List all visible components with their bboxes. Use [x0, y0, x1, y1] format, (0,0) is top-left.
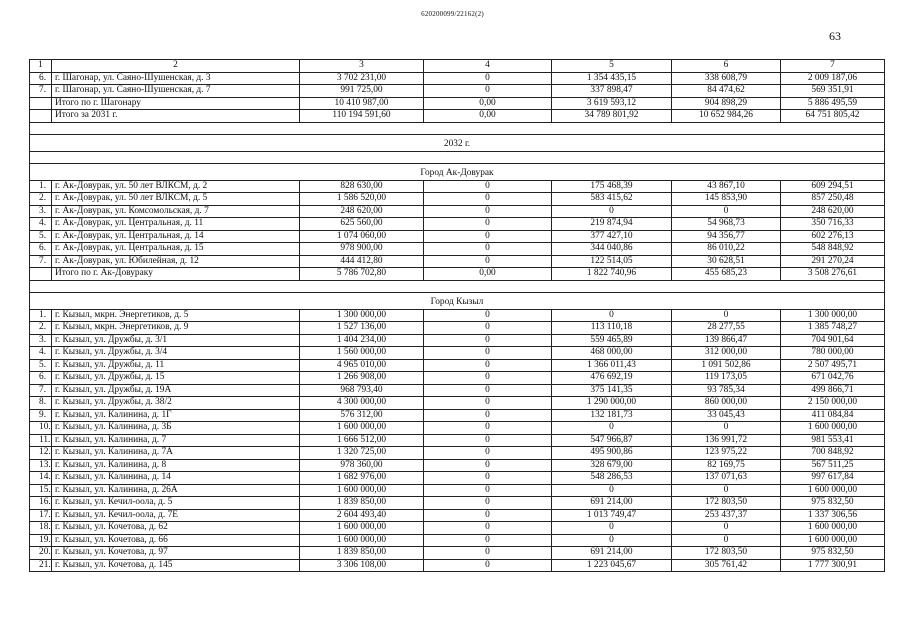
amount-col4-cell: 0	[424, 359, 552, 372]
table-row	[30, 334, 885, 347]
row-number: 5.	[30, 359, 52, 372]
amount-col5-cell: 559 465,89	[552, 334, 672, 347]
address-cell: г. Кызыл, ул. Кочетова, д. 145	[52, 559, 300, 572]
amount-col4-cell: 0	[424, 559, 552, 572]
amount-col7-cell: 567 511,25	[781, 459, 885, 472]
address-cell: г. Кызыл, мкрн. Энергетиков, д. 5	[52, 309, 300, 322]
amount-col7-cell: 704 901,64	[781, 334, 885, 347]
column-number-row	[30, 60, 885, 73]
amount-col5-cell: 495 900,86	[552, 447, 672, 460]
row-number: 13.	[30, 459, 52, 472]
amount-col5-cell: 122 514,05	[552, 255, 672, 268]
amount-total-cell: 1 600 000,00	[300, 522, 424, 535]
amount-col4-cell: 0	[424, 180, 552, 193]
address-cell: г. Кызыл, ул. Дружбы, д. 19А	[52, 384, 300, 397]
amount-total-cell: 1 527 136,00	[300, 322, 424, 335]
address-cell: г. Кызыл, ул. Калинина, д. 3Б	[52, 422, 300, 435]
amount-col6-cell: 93 785,34	[672, 384, 781, 397]
row-number: 11.	[30, 434, 52, 447]
amount-col4-cell: 0	[424, 193, 552, 206]
table-row	[30, 255, 885, 268]
total-label: Итого по г. Ак-Довураку	[52, 268, 300, 281]
amount-col4-cell: 0	[424, 322, 552, 335]
amount-col7-cell: 857 250,48	[781, 193, 885, 206]
amount-col5-cell: 548 286,53	[552, 472, 672, 485]
table-row	[30, 447, 885, 460]
address-cell: г. Ак-Довурак, ул. Центральная, д. 15	[52, 243, 300, 256]
empty-cell	[30, 110, 52, 123]
amount-col5-cell: 1 366 011,43	[552, 359, 672, 372]
address-cell: г. Ак-Довурак, ул. Центральная, д. 14	[52, 230, 300, 243]
amount-col7-cell: 1 777 300,91	[781, 559, 885, 572]
amount-col6-cell: 172 803,50	[672, 497, 781, 510]
column-number: 2	[52, 60, 300, 73]
table-row	[30, 434, 885, 447]
address-cell: г. Ак-Довурак, ул. Центральная, д. 11	[52, 218, 300, 231]
row-number: 1.	[30, 180, 52, 193]
total-label: Итого по г. Шагонару	[52, 97, 300, 110]
amount-col6-cell: 338 608,79	[672, 72, 781, 85]
amount-col6-cell: 1 091 502,86	[672, 359, 781, 372]
address-cell: г. Кызыл, ул. Кечил-оола, д. 7Е	[52, 509, 300, 522]
amount-col6-cell: 0	[672, 309, 781, 322]
amount-col5-cell: 583 415,62	[552, 193, 672, 206]
amount-col7-cell: 1 337 306,56	[781, 509, 885, 522]
amount-col4-cell: 0	[424, 72, 552, 85]
amount-col4-cell: 0	[424, 547, 552, 560]
amount-col6-cell: 33 045,43	[672, 409, 781, 422]
amount-col7-cell: 1 600 000,00	[781, 422, 885, 435]
row-number: 1.	[30, 309, 52, 322]
amount-total-cell: 1 682 976,00	[300, 472, 424, 485]
amount-total-cell: 3 306 108,00	[300, 559, 424, 572]
amount-col6-cell: 253 437,37	[672, 509, 781, 522]
address-cell: г. Кызыл, ул. Калинина, д. 7	[52, 434, 300, 447]
table-row	[30, 193, 885, 206]
amount-col6-cell: 119 173,05	[672, 372, 781, 385]
row-number: 18.	[30, 522, 52, 535]
total-col7: 5 886 495,59	[781, 97, 885, 110]
amount-col4-cell: 0	[424, 522, 552, 535]
row-number: 10.	[30, 422, 52, 435]
total-col3: 5 786 702,80	[300, 268, 424, 281]
amount-total-cell: 1 839 850,00	[300, 497, 424, 510]
amount-col4-cell: 0	[424, 484, 552, 497]
total-col4: 0,00	[424, 110, 552, 123]
amount-total-cell: 978 900,00	[300, 243, 424, 256]
amount-col4-cell: 0	[424, 459, 552, 472]
amount-col4-cell: 0	[424, 384, 552, 397]
row-number: 21.	[30, 559, 52, 572]
amount-col6-cell: 0	[672, 422, 781, 435]
address-cell: г. Шагонар, ул. Саяно-Шушенская, д. 3	[52, 72, 300, 85]
amount-total-cell: 1 839 850,00	[300, 547, 424, 560]
table-row	[30, 230, 885, 243]
amount-col5-cell: 0	[552, 534, 672, 547]
row-number: 6.	[30, 372, 52, 385]
amount-col5-cell: 0	[552, 484, 672, 497]
amount-col5-cell: 0	[552, 422, 672, 435]
table-row	[30, 218, 885, 231]
row-number: 20.	[30, 547, 52, 560]
amount-col7-cell: 981 553,41	[781, 434, 885, 447]
table-row	[30, 205, 885, 218]
city-heading-kyzyl	[30, 293, 885, 310]
table-row	[30, 559, 885, 572]
amount-total-cell: 1 300 000,00	[300, 309, 424, 322]
amount-col7-cell: 548 848,92	[781, 243, 885, 256]
amount-col5-cell: 1 013 749,47	[552, 509, 672, 522]
column-number: 4	[424, 60, 552, 73]
amount-col7-cell: 291 270,24	[781, 255, 885, 268]
amount-total-cell: 1 266 908,00	[300, 372, 424, 385]
amount-col6-cell: 86 010,22	[672, 243, 781, 256]
total-row	[30, 97, 885, 110]
address-cell: г. Кызыл, ул. Кочетова, д. 97	[52, 547, 300, 560]
address-cell: г. Кызыл, ул. Дружбы, д. 15	[52, 372, 300, 385]
amount-col7-cell: 2 150 000,00	[781, 397, 885, 410]
address-cell: г. Кызыл, ул. Калинина, д. 8	[52, 459, 300, 472]
row-number: 19.	[30, 534, 52, 547]
amount-col4-cell: 0	[424, 347, 552, 360]
amount-total-cell: 3 702 231,00	[300, 72, 424, 85]
table-row	[30, 497, 885, 510]
city-heading-kyzyl-label: Город Кызыл	[30, 293, 885, 310]
address-cell: г. Ак-Довурак, ул. Комсомольская, д. 7	[52, 205, 300, 218]
amount-col7-cell: 350 716,33	[781, 218, 885, 231]
amount-total-cell: 1 074 060,00	[300, 230, 424, 243]
amount-col6-cell: 82 169,75	[672, 459, 781, 472]
budget-table	[29, 59, 885, 572]
amount-col6-cell: 0	[672, 534, 781, 547]
address-cell: г. Кызыл, ул. Кочетова, д. 66	[52, 534, 300, 547]
amount-col4-cell: 0	[424, 372, 552, 385]
column-number: 3	[300, 60, 424, 73]
amount-col4-cell: 0	[424, 497, 552, 510]
amount-col5-cell: 1 354 435,15	[552, 72, 672, 85]
amount-col7-cell: 1 600 000,00	[781, 522, 885, 535]
spacer-cell	[30, 122, 885, 135]
amount-col7-cell: 1 600 000,00	[781, 484, 885, 497]
address-cell: г. Ак-Довурак, ул. Юбилейная, д. 12	[52, 255, 300, 268]
total-col6: 904 898,29	[672, 97, 781, 110]
city-heading-akdovurak	[30, 164, 885, 181]
spacer-cell	[30, 151, 885, 164]
amount-col6-cell: 54 968,73	[672, 218, 781, 231]
amount-col6-cell: 0	[672, 484, 781, 497]
row-number: 6.	[30, 243, 52, 256]
amount-total-cell: 1 600 000,00	[300, 484, 424, 497]
spacer-cell	[30, 280, 885, 293]
amount-col7-cell: 671 042,76	[781, 372, 885, 385]
amount-total-cell: 444 412,80	[300, 255, 424, 268]
amount-col5-cell: 1 290 000,00	[552, 397, 672, 410]
amount-col5-cell: 377 427,10	[552, 230, 672, 243]
table-row	[30, 85, 885, 98]
row-number: 7.	[30, 85, 52, 98]
amount-col4-cell: 0	[424, 85, 552, 98]
total-col4: 0,00	[424, 268, 552, 281]
amount-total-cell: 968 793,40	[300, 384, 424, 397]
amount-col6-cell: 123 975,22	[672, 447, 781, 460]
amount-col7-cell: 2 009 187,06	[781, 72, 885, 85]
total-col5: 3 619 593,12	[552, 97, 672, 110]
address-cell: г. Кызыл, ул. Калинина, д. 14	[52, 472, 300, 485]
row-number: 7.	[30, 255, 52, 268]
address-cell: г. Кызыл, ул. Кочетова, д. 62	[52, 522, 300, 535]
amount-col6-cell: 43 867,10	[672, 180, 781, 193]
amount-col7-cell: 1 600 000,00	[781, 534, 885, 547]
row-number: 17.	[30, 509, 52, 522]
total-col7: 64 751 805,42	[781, 110, 885, 123]
amount-col4-cell: 0	[424, 397, 552, 410]
amount-total-cell: 991 725,00	[300, 85, 424, 98]
year-heading	[30, 135, 885, 152]
amount-col5-cell: 691 214,00	[552, 497, 672, 510]
table-row	[30, 472, 885, 485]
amount-col4-cell: 0	[424, 255, 552, 268]
row-number: 3.	[30, 334, 52, 347]
amount-col7-cell: 569 351,91	[781, 85, 885, 98]
amount-col5-cell: 476 692,19	[552, 372, 672, 385]
row-number: 4.	[30, 218, 52, 231]
amount-total-cell: 1 320 725,00	[300, 447, 424, 460]
amount-col6-cell: 305 761,42	[672, 559, 781, 572]
amount-col6-cell: 172 803,50	[672, 547, 781, 560]
amount-col7-cell: 248 620,00	[781, 205, 885, 218]
amount-col7-cell: 780 000,00	[781, 347, 885, 360]
amount-col4-cell: 0	[424, 230, 552, 243]
amount-total-cell: 4 965 010,00	[300, 359, 424, 372]
spacer-row	[30, 122, 885, 135]
amount-total-cell: 1 600 000,00	[300, 422, 424, 435]
total-col5: 34 789 801,92	[552, 110, 672, 123]
amount-col4-cell: 0	[424, 472, 552, 485]
amount-col6-cell: 28 277,55	[672, 322, 781, 335]
empty-cell	[30, 268, 52, 281]
total-col6: 10 652 984,26	[672, 110, 781, 123]
amount-col5-cell: 175 468,39	[552, 180, 672, 193]
table-row	[30, 72, 885, 85]
address-cell: г. Кызыл, ул. Калинина, д. 1Г	[52, 409, 300, 422]
total-col4: 0,00	[424, 97, 552, 110]
amount-col5-cell: 547 966,87	[552, 434, 672, 447]
row-number: 16.	[30, 497, 52, 510]
address-cell: г. Кызыл, мкрн. Энергетиков, д. 9	[52, 322, 300, 335]
amount-col6-cell: 30 628,51	[672, 255, 781, 268]
amount-col7-cell: 2 507 495,71	[781, 359, 885, 372]
address-cell: г. Кызыл, ул. Кечил-оола, д. 5	[52, 497, 300, 510]
row-number: 7.	[30, 384, 52, 397]
amount-col5-cell: 337 898,47	[552, 85, 672, 98]
amount-col6-cell: 94 356,77	[672, 230, 781, 243]
address-cell: г. Кызыл, ул. Калинина, д. 7А	[52, 447, 300, 460]
address-cell: г. Ак-Довурак, ул. 50 лет ВЛКСМ, д. 2	[52, 180, 300, 193]
amount-col4-cell: 0	[424, 422, 552, 435]
amount-col6-cell: 312 000,00	[672, 347, 781, 360]
address-cell: г. Кызыл, ул. Дружбы, д. 3/4	[52, 347, 300, 360]
column-number: 7	[781, 60, 885, 73]
amount-total-cell: 2 604 493,40	[300, 509, 424, 522]
amount-col4-cell: 0	[424, 434, 552, 447]
row-number: 9.	[30, 409, 52, 422]
row-number: 5.	[30, 230, 52, 243]
amount-total-cell: 978 360,00	[300, 459, 424, 472]
amount-total-cell: 1 600 000,00	[300, 534, 424, 547]
amount-col5-cell: 344 040,86	[552, 243, 672, 256]
column-number: 6	[672, 60, 781, 73]
table-row	[30, 322, 885, 335]
amount-col6-cell: 0	[672, 522, 781, 535]
amount-col7-cell: 602 276,13	[781, 230, 885, 243]
address-cell: г. Кызыл, ул. Дружбы, д. 3/1	[52, 334, 300, 347]
amount-col7-cell: 975 832,50	[781, 547, 885, 560]
amount-col4-cell: 0	[424, 534, 552, 547]
table-row	[30, 509, 885, 522]
table-row	[30, 484, 885, 497]
column-number: 5	[552, 60, 672, 73]
amount-col4-cell: 0	[424, 447, 552, 460]
address-cell: г. Кызыл, ул. Калинина, д. 26А	[52, 484, 300, 497]
amount-col7-cell: 997 617,84	[781, 472, 885, 485]
table-row	[30, 409, 885, 422]
address-cell: г. Кызыл, ул. Дружбы, д. 11	[52, 359, 300, 372]
amount-col6-cell: 145 853,90	[672, 193, 781, 206]
amount-col4-cell: 0	[424, 409, 552, 422]
amount-col5-cell: 113 110,18	[552, 322, 672, 335]
spacer-row	[30, 280, 885, 293]
total-col5: 1 822 740,96	[552, 268, 672, 281]
amount-col4-cell: 0	[424, 243, 552, 256]
amount-col6-cell: 860 000,00	[672, 397, 781, 410]
amount-col5-cell: 1 223 045,67	[552, 559, 672, 572]
address-cell: г. Кызыл, ул. Дружбы, д. 38/2	[52, 397, 300, 410]
amount-col6-cell: 84 474,62	[672, 85, 781, 98]
total-row	[30, 110, 885, 123]
amount-col5-cell: 328 679,00	[552, 459, 672, 472]
row-number: 8.	[30, 397, 52, 410]
amount-col5-cell: 468 000,00	[552, 347, 672, 360]
amount-col7-cell: 609 294,51	[781, 180, 885, 193]
table-row	[30, 347, 885, 360]
row-number: 14.	[30, 472, 52, 485]
amount-col6-cell: 0	[672, 205, 781, 218]
total-col7: 3 508 276,61	[781, 268, 885, 281]
row-number: 12.	[30, 447, 52, 460]
amount-col7-cell: 975 832,50	[781, 497, 885, 510]
amount-col5-cell: 132 181,73	[552, 409, 672, 422]
amount-col7-cell: 411 084,84	[781, 409, 885, 422]
total-col3: 110 194 591,60	[300, 110, 424, 123]
year-heading-label: 2032 г.	[30, 135, 885, 152]
table-row	[30, 422, 885, 435]
amount-col4-cell: 0	[424, 218, 552, 231]
amount-col5-cell: 219 874,94	[552, 218, 672, 231]
empty-cell	[30, 97, 52, 110]
total-col3: 10 410 987,00	[300, 97, 424, 110]
table-row	[30, 547, 885, 560]
table-row	[30, 459, 885, 472]
amount-total-cell: 1 560 000,00	[300, 347, 424, 360]
amount-total-cell: 1 586 520,00	[300, 193, 424, 206]
amount-total-cell: 1 404 234,00	[300, 334, 424, 347]
table-row	[30, 359, 885, 372]
amount-total-cell: 828 630,00	[300, 180, 424, 193]
table-row	[30, 372, 885, 385]
amount-total-cell: 248 620,00	[300, 205, 424, 218]
amount-col7-cell: 499 866,71	[781, 384, 885, 397]
amount-col4-cell: 0	[424, 509, 552, 522]
spacer-row	[30, 151, 885, 164]
amount-total-cell: 1 666 512,00	[300, 434, 424, 447]
page-number: 63	[829, 29, 841, 43]
amount-col5-cell: 0	[552, 309, 672, 322]
document-id: 620200099/22162(2)	[421, 10, 484, 18]
total-label: Итого за 2031 г.	[52, 110, 300, 123]
row-number: 4.	[30, 347, 52, 360]
amount-col6-cell: 139 866,47	[672, 334, 781, 347]
amount-col7-cell: 1 300 000,00	[781, 309, 885, 322]
amount-col4-cell: 0	[424, 309, 552, 322]
table-row	[30, 522, 885, 535]
table-row	[30, 397, 885, 410]
amount-col6-cell: 137 071,63	[672, 472, 781, 485]
amount-col5-cell: 0	[552, 205, 672, 218]
amount-total-cell: 625 560,00	[300, 218, 424, 231]
city-heading-akdovurak-label: Город Ак-Довурак	[30, 164, 885, 181]
amount-col5-cell: 375 141,35	[552, 384, 672, 397]
row-number: 15.	[30, 484, 52, 497]
table-row	[30, 243, 885, 256]
table-row	[30, 180, 885, 193]
total-col6: 455 685,23	[672, 268, 781, 281]
row-number: 3.	[30, 205, 52, 218]
table-row	[30, 534, 885, 547]
row-number: 2.	[30, 193, 52, 206]
amount-col7-cell: 700 848,92	[781, 447, 885, 460]
column-number: 1	[30, 60, 52, 73]
row-number: 6.	[30, 72, 52, 85]
total-row	[30, 268, 885, 281]
address-cell: г. Шагонар, ул. Саяно-Шушенская, д. 7	[52, 85, 300, 98]
amount-total-cell: 576 312,00	[300, 409, 424, 422]
table-row	[30, 309, 885, 322]
row-number: 2.	[30, 322, 52, 335]
address-cell: г. Ак-Довурак, ул. 50 лет ВЛКСМ, д. 5	[52, 193, 300, 206]
amount-col7-cell: 1 385 748,27	[781, 322, 885, 335]
table-row	[30, 384, 885, 397]
amount-col5-cell: 0	[552, 522, 672, 535]
amount-col6-cell: 136 991,72	[672, 434, 781, 447]
amount-col4-cell: 0	[424, 334, 552, 347]
amount-total-cell: 4 300 000,00	[300, 397, 424, 410]
amount-col5-cell: 691 214,00	[552, 547, 672, 560]
amount-col4-cell: 0	[424, 205, 552, 218]
